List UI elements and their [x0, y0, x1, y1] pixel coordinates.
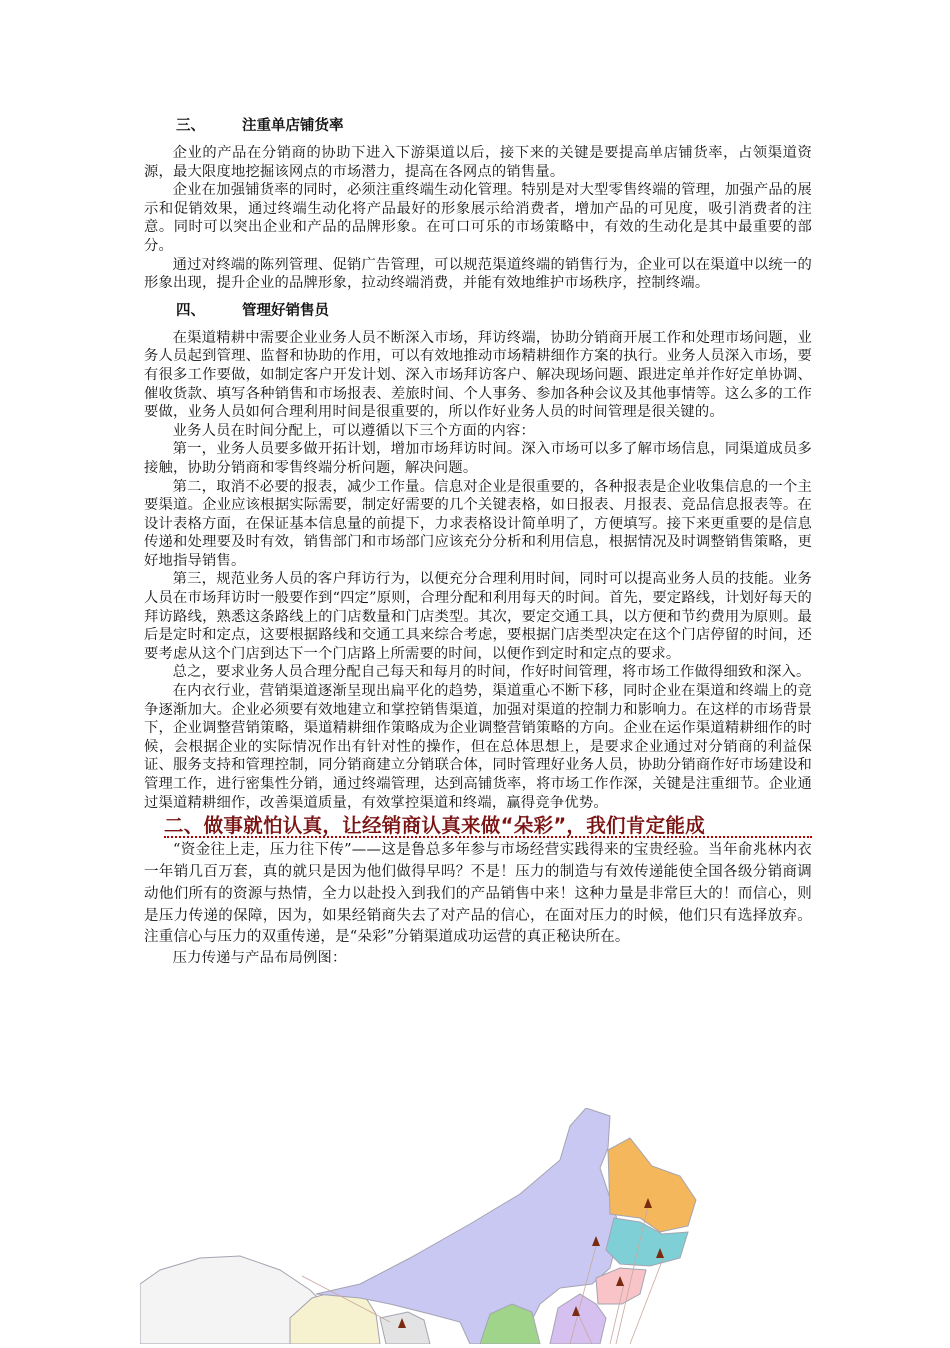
section-4-paragraph-2: 业务人员在时间分配上，可以遵循以下三个方面的内容：	[172, 422, 536, 439]
section-4-paragraph-6: 总之，要求业务人员合理分配自己每天和每月的时间，作好时间管理，将市场工作做得细致和深入。	[172, 664, 811, 681]
section-3-number: 三、	[176, 117, 205, 134]
part-2-paragraph-1: “资金往上走，压力往下传”——这是鲁总多年参与市场经营实践得来的宝贵经验。当年俞兆林内衣一年销几百万套，真的就只是因为他们做得早吗？不是！压力的制造与有效传递能使全国各级分销商调动他们所有的资源与热情，全力以赴投入到我们的产品销售中来！这种力量是非常巨大的！而信心，则是压力传递的保障，因为，如果经销商失去了对产品的信心，在面对压力的时候，他们只有选择放弃。注重信心与压力的双重传递，是“朵彩”分销渠道成功运营的真正秘诀所在。	[144, 842, 812, 946]
section-4-heading	[144, 297, 812, 325]
section-4-paragraph-3: 第一，业务人员要多做开拓计划，增加市场拜访时间。深入市场可以多了解市场信息，同渠道成员多接触，协助分销商和零售终端分析问题，解决问题。	[144, 441, 812, 476]
china-map-figure	[140, 1108, 700, 1344]
document-body	[144, 112, 812, 968]
section-3-heading	[144, 112, 812, 140]
section-4-paragraph-4: 第二，取消不必要的报表，减少工作量。信息对企业是很重要的，各种报表是企业收集信息的一个主要渠道。企业应该根据实际需要，制定好需要的几个关键表格，如日报表、月报表、竞品信息报表等。在设计表格方面，在保证基本信息量的前提下，力求表格设计简单明了，方便填写。接下来更重要的是信息传递和处理要及时有效，销售部门和市场部门应该充分分析和利用信息，根据情况及时调整销售策略，更好地指导销售。	[144, 478, 812, 569]
section-3-paragraph-2: 企业在加强铺货率的同时，必须注重终端生动化管理。特别是对大型零售终端的管理，加强产品的展示和促销效果，通过终端生动化将产品最好的形象展示给消费者，增加产品的可见度，吸引消费者的注意。同时可以突出企业和产品的品牌形象。在可口可乐的市场策略中，有效的生动化是其中最重要的部分。	[144, 182, 812, 254]
section-4-title: 管理好销售员	[242, 301, 329, 319]
section-4-paragraph-7: 在内衣行业，营销渠道逐渐呈现出扁平化的趋势，渠道重心不断下移，同时企业在渠道和终端上的竞争逐渐加大。企业必须要有效地建立和掌控销售渠道，加强对渠道的控制力和影响力。在这样的市场背景下，企业调整营销策略，渠道精耕细作策略成为企业调整营销策略的方向。企业在运作渠道精耕细作的时候，会根据企业的实际情况作出有针对性的操作，但在总体思想上，是要求企业通过对分销商的利益保证、服务支持和管理控制，同分销商建立分销联合体，同时管理好业务人员，协助分销商作好市场建设和管理工作，进行密集性分销，通过终端管理，达到高铺货率，将市场工作作深，关键是注重细节。企业通过渠道精耕细作，改善渠道质量，有效掌控渠道和终端，赢得竞争优势。	[144, 683, 812, 811]
section-3-paragraph-1: 企业的产品在分销商的协助下进入下游渠道以后，接下来的关键是要提高单店铺货率，占领渠道资源，最大限度地挖掘该网点的市场潜力，提高在各网点的销售量。	[144, 145, 812, 180]
section-3-title: 注重单店铺货率	[242, 117, 344, 134]
china-map	[140, 1108, 700, 1344]
section-3-paragraph-3: 通过对终端的陈列管理、促销广告管理，可以规范渠道终端的销售行为，企业可以在渠道中以统一的形象出现，提升企业的品牌形象，拉动终端消费，并能有效地维护市场秩序，控制终端。	[144, 256, 812, 292]
section-4-paragraph-5: 第三，规范业务人员的客户拜访行为，以便充分合理利用时间，同时可以提高业务人员的技能。业务人员在市场拜访时一般要作到“四定”原则，合理分配和利用每天的时间。首先，要定路线，计划好每天的拜访路线，熟悉这条路线上的门店数量和门店类型。其次，要定交通工具，以方便和节约费用为原则。最后是定时和定点，这要根据路线和交通工具来综合考虑，要根据门店类型决定在这个门店停留的时间，还要考虑从这个门店到达下一个门店路上所需要的时间，以便作到定时和定点的要求。	[144, 571, 812, 662]
part-2-title: 二、做事就怕认真，让经销商认真来做“朵彩”，我们肯定能成	[144, 812, 812, 840]
map-region-heilongjiang	[608, 1138, 696, 1232]
section-4-number: 四、	[176, 301, 205, 319]
part-2-figure-caption: 压力传递与产品布局例图：	[172, 950, 347, 967]
section-4-paragraph-1: 在渠道精耕中需要企业业务人员不断深入市场，拜访终端，协助分销商开展工作和处理市场问题，业务人员起到管理、监督和协助的作用，可以有效地推动市场精耕细作方案的执行。业务人员深入市场，要有很多工作要做，如制定客户开发计划、深入市场拜访客户、解决现场问题、跟进定单并作好定单协调、催收货款、填写各种销售和市场报表、差旅时间、个人事务、参加各种会议及其他事情等。这么多的工作要做，业务人员如何合理利用时间是很重要的，所以作好业务人员的时间管理是很关键的。	[144, 329, 812, 421]
